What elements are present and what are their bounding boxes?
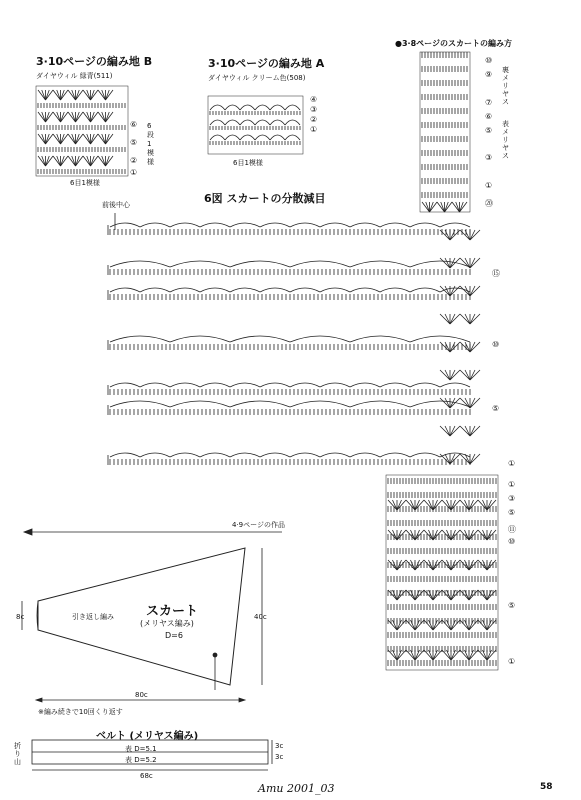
pattern-b-side: 6段1模様 bbox=[147, 122, 154, 166]
skirt-strip-lower bbox=[386, 475, 498, 670]
pattern-b-swatch bbox=[36, 86, 128, 176]
signature: Amu 2001_03 bbox=[258, 782, 335, 795]
figure6-title: 6図 スカートの分散減目 bbox=[204, 192, 326, 205]
figure6-center-label: 前後中心 bbox=[102, 201, 130, 209]
pattern-a-swatch bbox=[208, 96, 303, 154]
lower-row-3: ③ bbox=[508, 494, 516, 503]
pattern-b-footer: 6目1模様 bbox=[70, 179, 100, 187]
schematic-gauge: D=6 bbox=[165, 631, 183, 640]
pattern-a-footer: 6目1模様 bbox=[233, 159, 263, 167]
schematic-ref: 4·9ページの作品 bbox=[232, 521, 285, 529]
pattern-a-row-1: ① bbox=[310, 125, 318, 134]
belt-dim-h2: 3c bbox=[275, 753, 284, 761]
skirt-pattern-title: ●3·8ページのスカートの編み方 bbox=[395, 39, 512, 48]
belt-schematic bbox=[32, 740, 272, 770]
belt-back: 表 D=5.2 bbox=[125, 756, 157, 764]
pattern-b-row-5: ⑤ bbox=[130, 138, 138, 147]
schematic-bottom-dim: 80c bbox=[135, 691, 148, 699]
pattern-b-row-2: ② bbox=[130, 156, 138, 165]
belt-title: ベルト (メリヤス編み) bbox=[96, 731, 199, 742]
skirt-row-9: ⑨ bbox=[485, 70, 493, 79]
skirt-row-20: ⑳ bbox=[485, 199, 493, 208]
schematic-right-dim: 40c bbox=[254, 613, 267, 621]
pattern-a-row-4: ④ bbox=[310, 95, 318, 104]
figure6-row-5: ⑤ bbox=[492, 404, 500, 413]
lower-row-5b: ⑤ bbox=[508, 601, 516, 610]
schematic-note: ※編み続きで10回くり返す bbox=[38, 708, 123, 716]
skirt-row-5: ⑤ bbox=[485, 126, 493, 135]
pattern-a-subtitle: ダイヤウィル クリーム色(508) bbox=[208, 74, 306, 82]
schematic-short-rows: 引き返し編み bbox=[72, 613, 114, 621]
pattern-b-subtitle: ダイヤウィル 緑青(511) bbox=[36, 72, 113, 80]
pattern-a-title: 3·10ページの編み地 A bbox=[208, 57, 325, 70]
skirt-strip-top bbox=[420, 52, 470, 212]
schematic-subtitle: (メリヤス編み) bbox=[140, 619, 194, 628]
skirt-row-3: ③ bbox=[485, 153, 493, 162]
figure6-row-15: ⑮ bbox=[492, 269, 500, 278]
pattern-b-row-1: ① bbox=[130, 168, 138, 177]
figure6-diagram bbox=[108, 213, 480, 465]
belt-front: 表 D=5.1 bbox=[125, 745, 157, 753]
skirt-side-top: 裏メリヤス bbox=[502, 66, 509, 106]
pattern-b-row-6: ⑥ bbox=[130, 120, 138, 129]
skirt-side-mid: 表メリヤス bbox=[502, 120, 509, 160]
skirt-row-1: ① bbox=[485, 181, 493, 190]
skirt-row-6: ⑥ bbox=[485, 112, 493, 121]
skirt-schematic bbox=[22, 529, 282, 702]
pattern-b-title: 3·10ページの編み地 B bbox=[36, 55, 153, 68]
lower-row-11: ⑪ bbox=[508, 525, 516, 534]
pattern-a-row-3: ③ bbox=[310, 105, 318, 114]
schematic-left-dim: 8c bbox=[16, 613, 25, 621]
lower-row-1: ① bbox=[508, 480, 516, 489]
belt-dim-w: 68c bbox=[140, 772, 153, 780]
pattern-a-row-2: ② bbox=[310, 115, 318, 124]
lower-row-10: ⑩ bbox=[508, 537, 516, 546]
schematic-title: スカート bbox=[146, 604, 199, 619]
figure6-row-1: ① bbox=[508, 459, 516, 468]
skirt-row-10: ⑩ bbox=[485, 56, 493, 65]
lower-row-5: ⑤ bbox=[508, 508, 516, 517]
skirt-row-7: ⑦ bbox=[485, 98, 493, 107]
figure6-row-10: ⑩ bbox=[492, 340, 500, 349]
lower-row-1b: ① bbox=[508, 657, 516, 666]
page-number: 58 bbox=[540, 782, 553, 792]
belt-dim-h1: 3c bbox=[275, 742, 284, 750]
belt-left-label: 折り山 bbox=[14, 742, 21, 766]
